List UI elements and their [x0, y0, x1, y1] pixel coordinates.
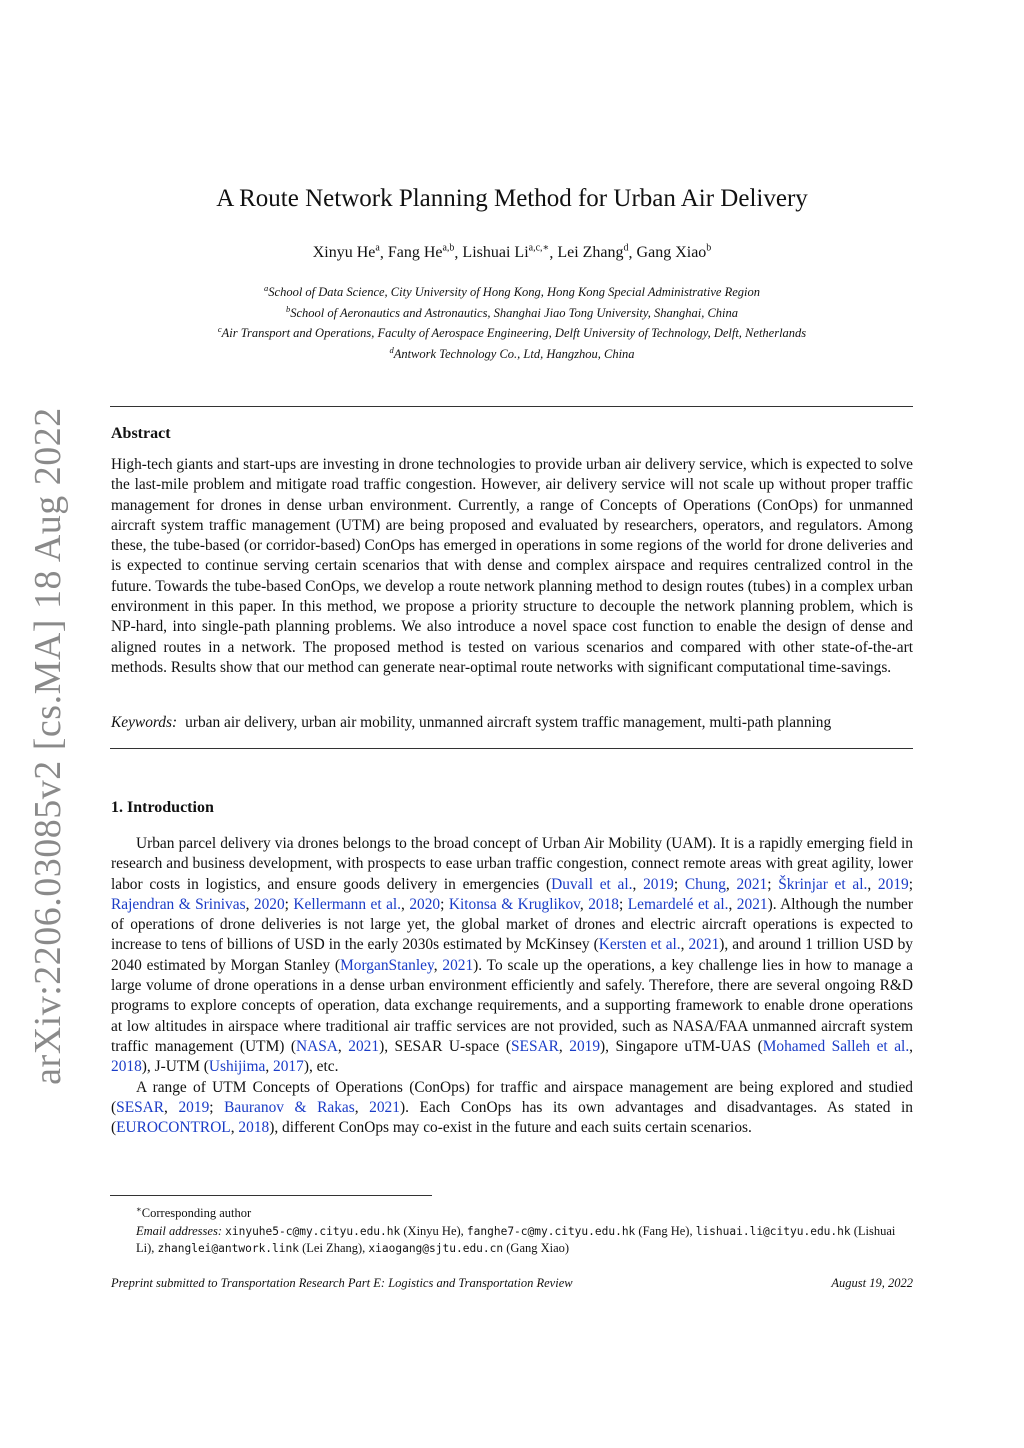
- author-list: Xinyu He$^a$, Fang He$^{a,b}$, Lishuai $Li^{a,c,∗}$, Lei Zhang$^d$, Gang Xiao$^b$: [312, 243, 712, 262]
- keywords-label: Keywords:: [111, 714, 178, 731]
- author-name: Fang He: [387, 244, 443, 262]
- arxiv-stamp: [25, 407, 71, 1085]
- author-name: Lei Zhang: [557, 244, 624, 262]
- keywords-line: [111, 714, 831, 732]
- author: [557, 244, 628, 261]
- citation-link[interactable]: 2021: [736, 875, 768, 893]
- citation-link[interactable]: Rajendran & Srinivas: [111, 895, 246, 913]
- citation-link[interactable]: 2021: [348, 1037, 380, 1055]
- citation-link[interactable]: Chung: [684, 875, 726, 893]
- footer-date: August 19, 2022: [831, 1276, 913, 1290]
- email-address[interactable]: lishuai.li@cityu.edu.hk: [695, 1224, 851, 1238]
- citation-link[interactable]: 2021: [442, 956, 474, 974]
- abstract-top-rule: [110, 406, 913, 407]
- citation-link[interactable]: Duvall et al.: [551, 875, 633, 893]
- corresponding-text: Corresponding author: [141, 1206, 252, 1221]
- citation-link[interactable]: Lemardelé et al.: [627, 895, 729, 913]
- affiliation-text: Air Transport and Operations, Faculty of Aerospace Engineering, Delft University of Technology, Delft, Netherlands: [221, 326, 807, 341]
- author: [388, 244, 455, 261]
- affiliation-text: School of Aeronautics and Astronautics, Shanghai Jiao Tong University, Shanghai, China: [290, 305, 739, 320]
- author-affil-mark: b: [706, 243, 712, 254]
- citation-link[interactable]: EUROCONTROL: [116, 1119, 231, 1137]
- email-owner: (Lei Zhang),: [302, 1241, 366, 1256]
- citation-link[interactable]: 2021: [369, 1098, 400, 1116]
- author-affil-mark: d: [623, 243, 629, 254]
- arxiv-stamp-text: arXiv:2206.03085v2 [cs.MA] 18 Aug 2022: [27, 407, 69, 1085]
- author: [637, 244, 712, 261]
- email-owner: (Lishuai Li),: [136, 1223, 896, 1256]
- author-affil-mark: a,c,∗: [528, 243, 550, 254]
- citation-link[interactable]: NASA: [296, 1037, 338, 1055]
- introduction-heading: 1. Introduction: [111, 799, 214, 816]
- email-address[interactable]: fanghe7-c@my.cityu.edu.hk: [466, 1224, 636, 1238]
- citation-link[interactable]: 2018: [238, 1119, 270, 1137]
- citation-link[interactable]: 2018: [588, 895, 619, 913]
- introduction-body: [111, 834, 913, 1138]
- affiliation-list: [0, 280, 1024, 363]
- affiliation-mark: a: [264, 283, 269, 293]
- citation-link[interactable]: SESAR: [510, 1037, 559, 1055]
- affiliation: [0, 342, 1024, 363]
- abstract-bottom-rule: [110, 748, 913, 749]
- citation-link[interactable]: SESAR: [116, 1098, 165, 1116]
- author-name: Lishuai Li: [462, 244, 529, 262]
- author-affil-mark: a: [375, 243, 380, 254]
- citation-link[interactable]: 2019: [178, 1098, 210, 1116]
- citation-link[interactable]: Škrinjar et al.: [778, 875, 868, 893]
- abstract-heading: Abstract: [111, 425, 171, 442]
- footnote-corresponding: [111, 1201, 913, 1223]
- footnote-rule: [110, 1195, 432, 1196]
- citation-link[interactable]: Bauranov & Rakas: [224, 1098, 355, 1116]
- citation-link[interactable]: 2020: [253, 895, 285, 913]
- citation-link[interactable]: 2019: [643, 875, 674, 893]
- footnote-emails: [111, 1223, 913, 1258]
- citation-link[interactable]: Ushijima: [208, 1058, 266, 1076]
- affiliation: [0, 301, 1024, 322]
- citation-link[interactable]: 2021: [736, 895, 768, 913]
- corresponding-mark: ∗: [136, 1204, 142, 1214]
- affiliation-mark: d: [389, 344, 394, 355]
- citation-link[interactable]: 2019: [569, 1037, 601, 1055]
- author: [313, 244, 380, 261]
- abstract-body: High-tech giants and start-ups are investing in drone technologies to provide urban air delivery service, which is expected to solve the last-mile problem and mitigate road traffic congestion. However, air delivery service will not scale up without proper traffic management for drones in dense urban environment. Currently, a range of Concepts of Operations (ConOps) for unmanned aircraft system traffic management (UTM) are being proposed and evaluated by researchers, operators, and regulators. Among these, the tube-based (or corridor-based) ConOps has emerged in operations in some regions of the world for drone deliveries and is expected to continue serving certain scenarios that with dense and complex airspace and requires centralized control in the future. Towards the tube-based ConOps, we develop a route network planning method to design routes (tubes) in a complex urban environment in this paper. In this method, we propose a priority structure to decouple the network planning problem, which is NP-hard, into single-path planning problems. We also introduce a novel space cost function to enable the design of dense and aligned routes in a network. The proposed method is tested on various scenarios and compared with other state-of-the-art methods. Results show that our method can generate near-optimal route networks with significant computational time-savings.: [111, 456, 913, 676]
- footer-journal: Preprint submitted to Transportation Research Part E: Logistics and Transportation Review: [111, 1276, 573, 1290]
- keywords-text: urban air delivery, urban air mobility, unmanned aircraft system traffic management, multi-path planning: [185, 714, 832, 731]
- citation-link[interactable]: Kellermann et al.: [293, 895, 402, 913]
- citation-link[interactable]: MorganStanley: [340, 956, 434, 974]
- affiliation: [0, 280, 1024, 301]
- citation-link[interactable]: 2021: [688, 936, 720, 954]
- citation-link[interactable]: 2017: [273, 1058, 304, 1076]
- email-owner: (Xinyu He),: [403, 1223, 464, 1238]
- citation-link[interactable]: 2018: [111, 1058, 142, 1076]
- affiliation-mark: b: [285, 303, 291, 314]
- author-name: Xinyu He: [312, 244, 376, 262]
- citation-link[interactable]: Mohamed Salleh et al.: [762, 1037, 910, 1055]
- citation-link[interactable]: Kitonsa & Kruglikov: [448, 895, 580, 913]
- intro-paragraph: A range of UTM Concepts of Operations (ConOps) for traffic and airspace management are being explored and studied (SESAR, 2019; Bauranov & Rakas, 2021). Each ConOps has its own advantages and disadvantages. As stated in (EUROCONTROL, 2018), different ConOps may co-exist in the future and each suits certain scenarios.: [111, 1078, 913, 1137]
- citation-link[interactable]: 2020: [409, 895, 441, 913]
- email-address[interactable]: xinyuhe5-c@my.cityu.edu.hk: [225, 1224, 401, 1238]
- email-address[interactable]: xiaogang@sjtu.edu.cn: [368, 1242, 504, 1256]
- email-address[interactable]: zhanglei@antwork.link: [157, 1242, 299, 1256]
- footnote: [111, 1201, 913, 1258]
- paper-title: A Route Network Planning Method for Urban Air Delivery: [216, 185, 808, 212]
- intro-paragraph: Urban parcel delivery via drones belongs to the broad concept of Urban Air Mobility (UAM). It is a rapidly emerging field in research and business development, with prospects to ease urban traffic congestion, connect remote areas with great agility, lower labor costs in logistics, and ensure goods delivery in emergencies (Duvall et al., 2019; Chung, 2021; Škrinjar et al., 2019; Rajendran & Srinivas, 2020; Kellermann et al., 2020; Kitonsa & Kruglikov, 2018; Lemardelé et al., 2021). Although the number of operations of drone deliveries is not large yet, the global market of drones and electric aircraft operations is expected to increase to tens of billions of USD in the early 2030s estimated by McKinsey (Kersten et al., 2021), and around 1 trillion USD by 2040 estimated by Morgan Stanley (MorganStanley, 2021). To scale up the operations, a key challenge lies in how to manage a large volume of drone operations in a dense urban environment efficiently and safely. Therefore, there are several ongoing R&D programs to explore concepts of operation, data exchange requirements, and a supporting framework to enable drone operations at low altitudes in airspace where traditional air traffic services are not provided, such as NASA/FAA unmanned aircraft system traffic management (UTM) (NASA, 2021), SESAR U-space (SESAR, 2019), Singapore uTM-UAS (Mohamed Salleh et al., 2018), J-UTM (Ushijima, 2017), etc.: [111, 835, 914, 1076]
- email-owner: (Gang Xiao): [506, 1241, 570, 1256]
- citation-link[interactable]: Kersten et al.: [598, 936, 681, 954]
- author-affil-mark: a,b: [442, 243, 455, 254]
- citation-link[interactable]: 2019: [877, 875, 909, 893]
- affiliation: [0, 321, 1024, 342]
- author-name: Gang Xiao: [636, 244, 707, 262]
- affiliation-mark: c: [217, 324, 222, 335]
- author: [462, 244, 549, 261]
- affiliation-text: School of Data Science, City University of Hong Kong, Hong Kong Special Administrative Region: [268, 285, 760, 300]
- email-owner: (Fang He),: [638, 1223, 693, 1238]
- email-label: Email addresses:: [136, 1223, 222, 1238]
- affiliation-text: Antwork Technology Co., Ltd, Hangzhou, China: [393, 347, 635, 362]
